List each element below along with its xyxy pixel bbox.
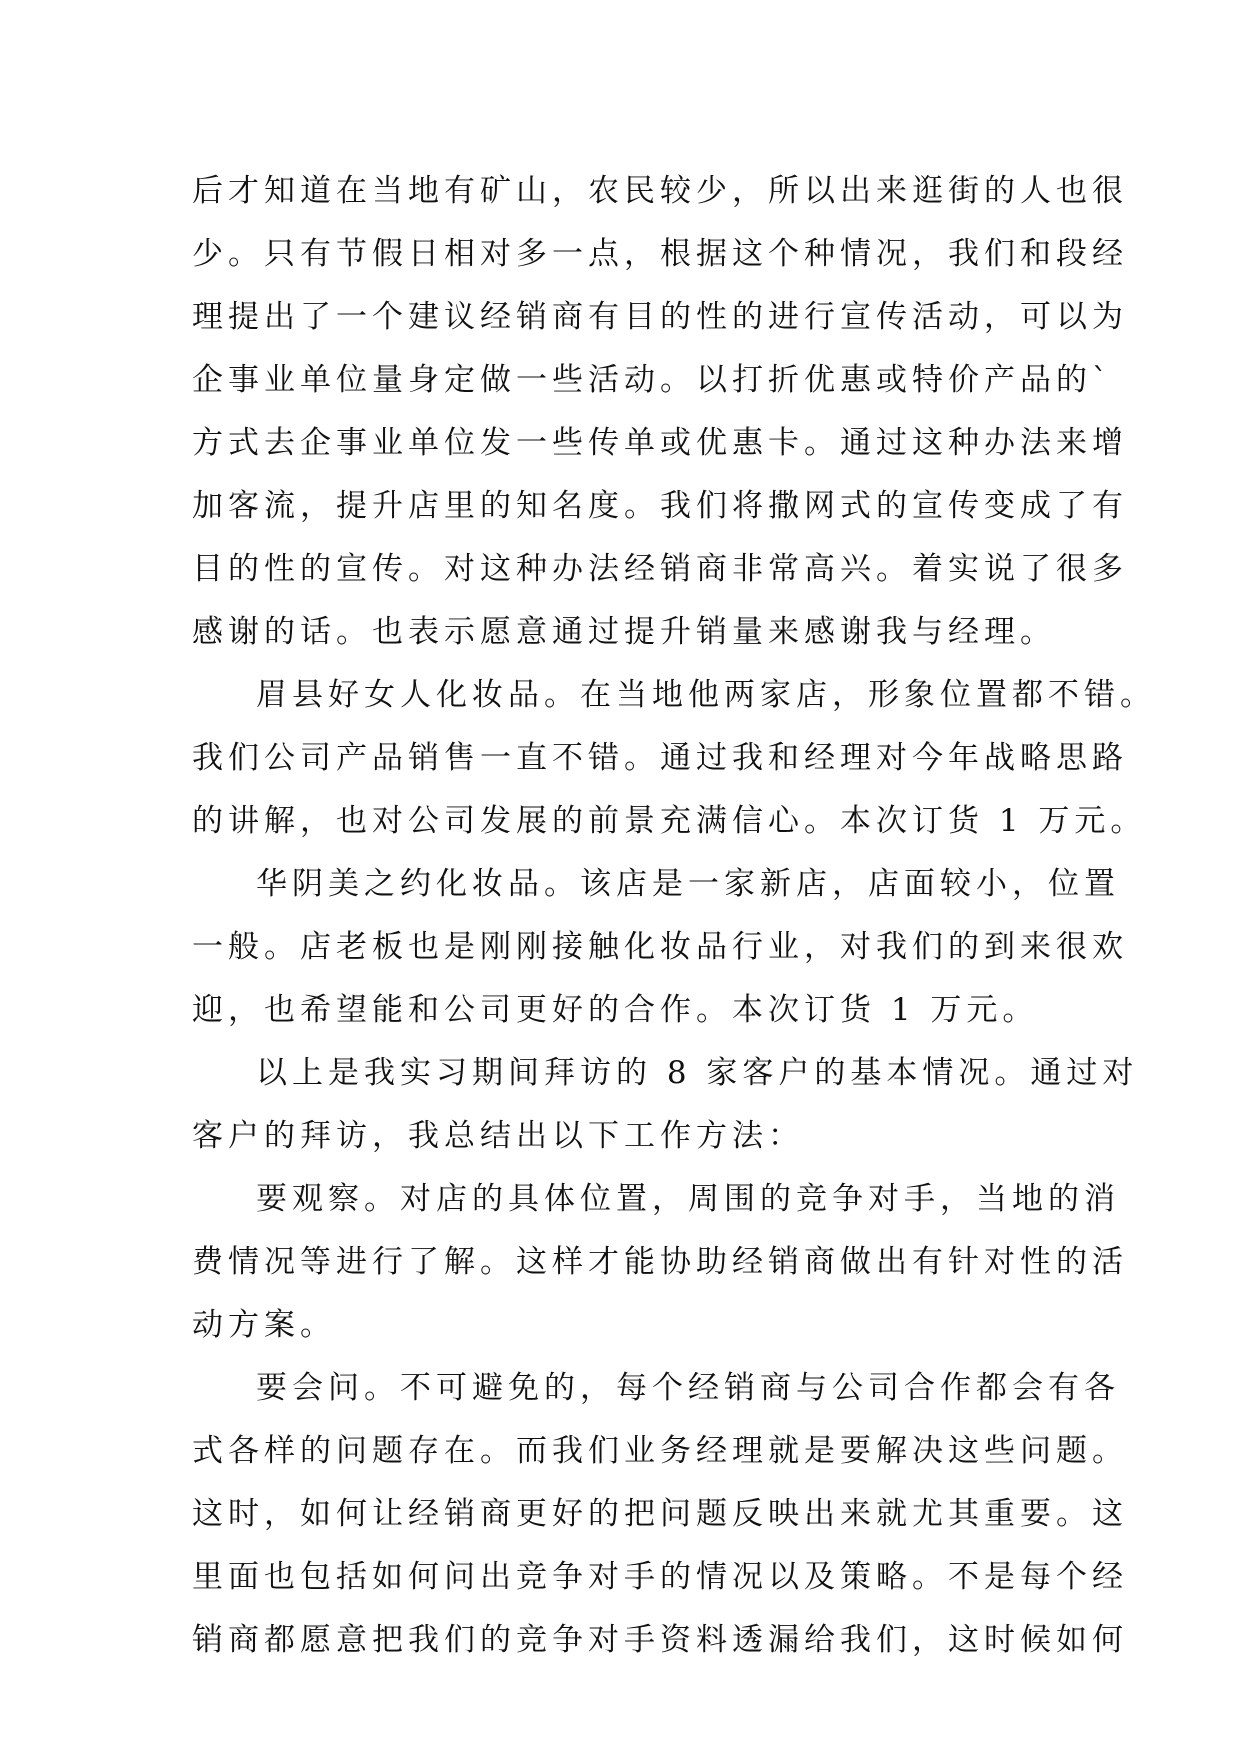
text-line: 一般。店老板也是刚刚接触化妆品行业，对我们的到来很欢	[192, 929, 1128, 965]
text-line: 的讲解，也对公司发展的前景充满信心。本次订货 1 万元。	[192, 803, 1147, 839]
paragraph-start-line: 要观察。对店的具体位置，周围的竞争对手，当地的消	[256, 1181, 1120, 1217]
text-line: 动方案。	[192, 1307, 336, 1343]
paragraph-start-line: 眉县好女人化妆品。在当地他两家店，形象位置都不错。	[256, 677, 1156, 713]
paragraph-start-line: 华阴美之约化妆品。该店是一家新店，店面较小，位置	[256, 866, 1120, 902]
paragraph-start-line: 以上是我实习期间拜访的 8 家客户的基本情况。通过对	[256, 1055, 1139, 1091]
text-line: 里面也包括如何问出竞争对手的情况以及策略。不是每个经	[192, 1559, 1128, 1595]
text-line: 少。只有节假日相对多一点，根据这个种情况，我们和段经	[192, 236, 1128, 272]
text-line: 理提出了一个建议经销商有目的性的进行宣传活动，可以为	[192, 299, 1128, 335]
paragraph-start-line: 要会问。不可避免的，每个经销商与公司合作都会有各	[256, 1370, 1120, 1406]
text-line: 费情况等进行了解。这样才能协助经销商做出有针对性的活	[192, 1244, 1128, 1280]
text-line: 迎，也希望能和公司更好的合作。本次订货 1 万元。	[192, 992, 1039, 1028]
text-line: 我们公司产品销售一直不错。通过我和经理对今年战略思路	[192, 740, 1128, 776]
text-line: 加客流，提升店里的知名度。我们将撒网式的宣传变成了有	[192, 488, 1128, 524]
text-line: 目的性的宣传。对这种办法经销商非常高兴。着实说了很多	[192, 551, 1128, 587]
text-line: 后才知道在当地有矿山，农民较少，所以出来逛街的人也很	[192, 173, 1128, 209]
text-line: 客户的拜访，我总结出以下工作方法：	[192, 1118, 804, 1154]
text-line: 方式去企事业单位发一些传单或优惠卡。通过这种办法来增	[192, 425, 1128, 461]
text-line: 感谢的话。也表示愿意通过提升销量来感谢我与经理。	[192, 614, 1056, 650]
document-body	[192, 160, 1156, 1672]
text-line: 这时，如何让经销商更好的把问题反映出来就尤其重要。这	[192, 1496, 1128, 1532]
text-line: 销商都愿意把我们的竞争对手资料透漏给我们，这时候如何	[192, 1622, 1128, 1658]
text-line: 企事业单位量身定做一些活动。以打折优惠或特价产品的`	[192, 362, 1113, 398]
text-line: 式各样的问题存在。而我们业务经理就是要解决这些问题。	[192, 1433, 1128, 1469]
